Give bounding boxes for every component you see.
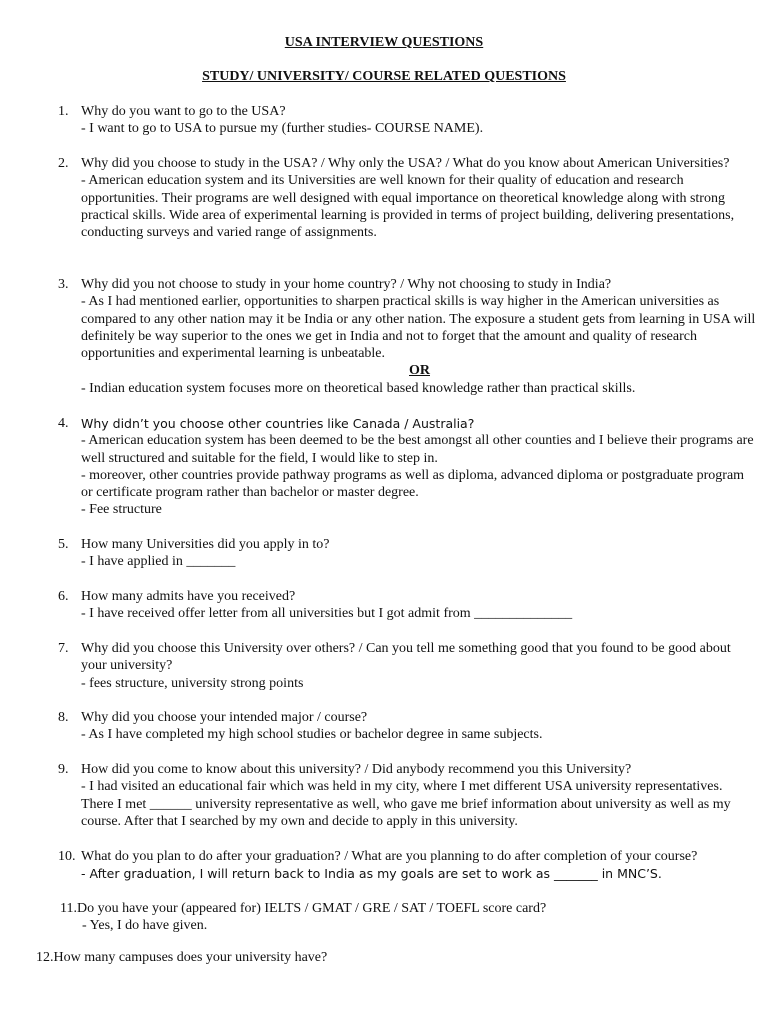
question-number: 8. — [58, 710, 69, 725]
or-separator: OR — [409, 363, 430, 379]
answer-text: - American education system has been deemed to be the best amongst all other counties and I believe their programs are well structured and suitable for the field, I would like to step in. — [81, 433, 754, 466]
question-item-12 — [36, 950, 327, 966]
question-item-7 — [58, 640, 758, 692]
answer-text: - As I have completed my high school studies or bachelor degree in same subjects. — [81, 727, 543, 743]
question-text: How many admits have you received? — [81, 589, 296, 604]
question-item-1 — [58, 103, 758, 138]
document-title: USA INTERVIEW QUESTIONS — [284, 35, 484, 50]
answer-text: - I want to go to USA to pursue my (further studies- COURSE NAME). — [81, 121, 484, 137]
question-item-9 — [58, 761, 758, 830]
answer-text: - moreover, other countries provide pathway programs as well as diploma, advanced diploma or postgraduate program or certificate program rather than bachelor or master degree. — [81, 467, 745, 501]
question-number: 5. — [58, 537, 69, 552]
answer-text-alt: - Indian education system focuses more on theoretical based knowledge rather than practical skills. — [81, 380, 636, 396]
question-item-2 — [58, 155, 758, 241]
question-text: How many campuses does your university have? — [53, 950, 328, 965]
question-item-11 — [60, 900, 546, 935]
answer-text: - Yes, I do have given. — [82, 918, 208, 934]
answer-text: - After graduation, I will return back to India as my goals are set to work as _______ in MNC’S. — [81, 866, 662, 882]
question-text: Why didn’t you choose other countries like Canada / Australia? — [81, 416, 475, 431]
question-number: 11. — [60, 901, 77, 916]
question-number: 4. — [58, 416, 69, 431]
question-number: 7. — [58, 641, 69, 656]
document-subtitle: STUDY/ UNIVERSITY/ COURSE RELATED QUESTIONS — [202, 69, 566, 84]
answer-text: - American education system and its Universities are well known for their quality of education and research opportunities. Their programs are well designed with equal importance on theoretical knowledge along with strong practical skills. Wide area of experimental learning is provided in terms of project building, delivering presentations, conducting surveys and varied range of assignments. — [81, 173, 735, 241]
question-text: Why did you not choose to study in your home country? / Why not choosing to study in India? — [81, 277, 612, 292]
question-item-10 — [58, 848, 762, 883]
answer-text: - As I had mentioned earlier, opportunities to sharpen practical skills is way higher in the American universities as compared to any other nation may it be India or any other nation. The exposure a student gets from learning in USA will definitely be way superior to the ones we get in India and not to forget that the amount and quality of research opportunities and experimental learning is unbeatable. — [81, 294, 756, 362]
question-text: How did you come to know about this university? / Did anybody recommend you this University? — [81, 762, 632, 777]
answer-text: - Fee structure — [81, 502, 162, 518]
question-text: Why did you choose your intended major / course? — [81, 710, 368, 725]
answer-text: - I had visited an educational fair which was held in my city, where I met different USA university representatives. There I met ______ university representative as well, who gave me brief information about university as well as my course. After that I searched by my own and decide to apply in this university. — [81, 779, 731, 829]
question-number: 1. — [58, 104, 69, 119]
question-text: Do you have your (appeared for) IELTS / GMAT / GRE / SAT / TOEFL score card? — [76, 901, 547, 916]
question-text: What do you plan to do after your graduation? / What are you planning to do after completion of your course? — [81, 849, 698, 864]
question-item-5 — [58, 536, 758, 571]
question-number: 9. — [58, 762, 69, 777]
question-text: Why did you choose this University over others? / Can you tell me something good that you found to be good about your university? — [81, 641, 731, 674]
question-text: Why did you choose to study in the USA? / Why only the USA? / What do you know about American Universities? — [81, 156, 730, 171]
question-text: Why do you want to go to the USA? — [81, 104, 286, 119]
question-number: 3. — [58, 277, 69, 292]
question-item-4 — [58, 415, 758, 519]
question-number: 10. — [58, 849, 76, 864]
question-number: 12. — [36, 950, 54, 965]
answer-text: - I have applied in _______ — [81, 554, 236, 570]
question-item-3 — [58, 276, 758, 397]
question-item-6 — [58, 588, 758, 623]
question-item-8 — [58, 709, 758, 744]
question-number: 6. — [58, 589, 69, 604]
question-number: 2. — [58, 156, 69, 171]
question-text: How many Universities did you apply in to? — [81, 537, 330, 552]
answer-text: - fees structure, university strong points — [81, 675, 304, 691]
answer-text: - I have received offer letter from all universities but I got admit from ______________ — [81, 606, 573, 622]
